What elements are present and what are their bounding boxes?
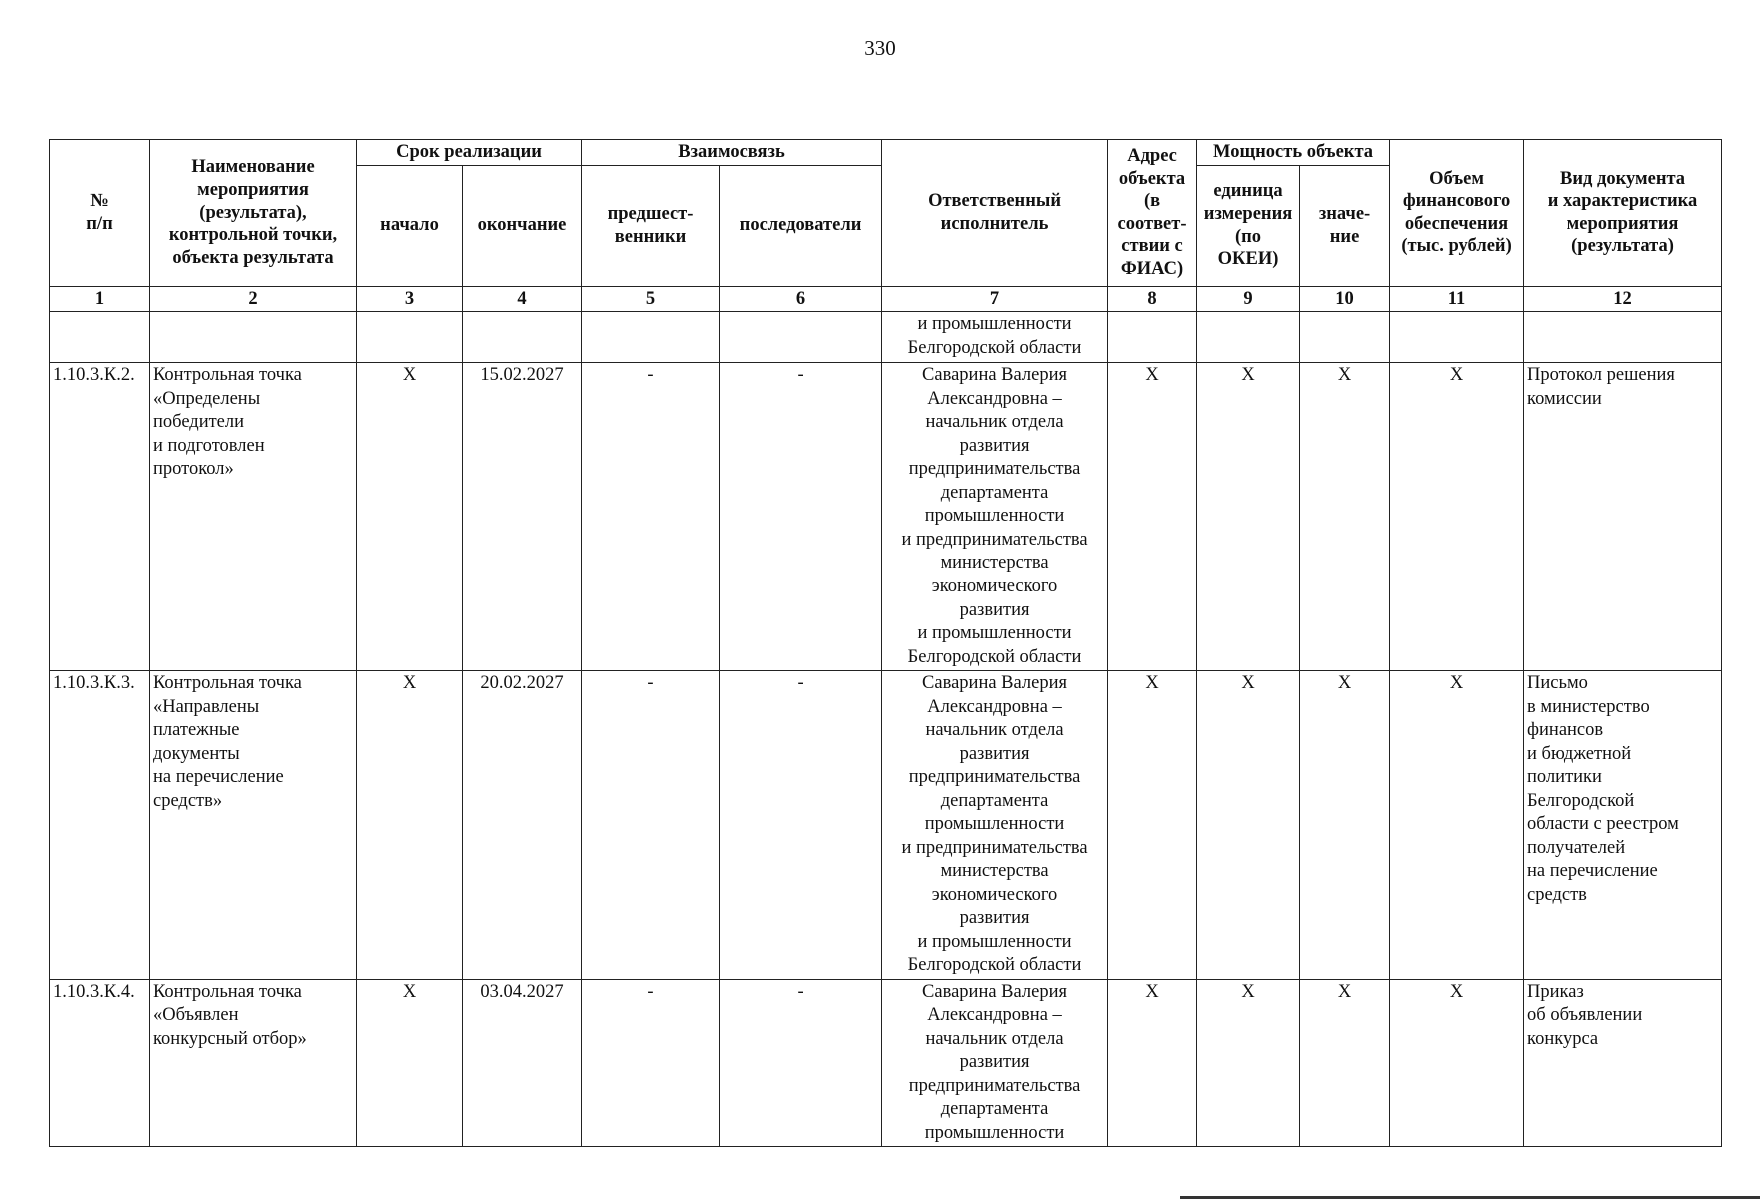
cell-responsible: Саварина Валерия Александровна – начальник отдела развития предпринимательства департамента промышленности и предпринимательства министерства экономического развития и промышленности Белгородской области bbox=[882, 671, 1108, 979]
cell-responsible: Саварина Валерия Александровна – начальник отдела развития предпринимательства департамента промышленности bbox=[882, 979, 1108, 1146]
cell-name: Контрольная точка «Объявлен конкурсный отбор» bbox=[150, 979, 357, 1146]
cell-value: X bbox=[1300, 363, 1390, 671]
cell-address: X bbox=[1108, 671, 1197, 979]
cell-responsible: Саварина Валерия Александровна – начальник отдела развития предпринимательства департамента промышленности и предпринимательства министерства экономического развития и промышленности Белгородской области bbox=[882, 363, 1108, 671]
header-responsible: Ответственный исполнитель bbox=[882, 140, 1108, 287]
header-name: Наименование мероприятия (результата), контрольной точки, объекта результата bbox=[150, 140, 357, 287]
table-header bbox=[50, 140, 1722, 312]
column-number: 1 bbox=[50, 286, 150, 312]
cell-unit: X bbox=[1197, 671, 1300, 979]
plan-table bbox=[49, 139, 1722, 1147]
cell-finance: X bbox=[1390, 363, 1524, 671]
cell-num: 1.10.3.К.2. bbox=[50, 363, 150, 671]
cell-value: X bbox=[1300, 979, 1390, 1146]
column-number: 8 bbox=[1108, 286, 1197, 312]
cell-finance: X bbox=[1390, 979, 1524, 1146]
header-address: Адрес объекта (в соответ- ствии с ФИАС) bbox=[1108, 140, 1197, 287]
column-numbers-row bbox=[50, 286, 1722, 312]
column-number: 9 bbox=[1197, 286, 1300, 312]
cell-num: 1.10.3.К.3. bbox=[50, 671, 150, 979]
header-finance: Объем финансового обеспечения (тыс. рублей) bbox=[1390, 140, 1524, 287]
column-number: 4 bbox=[463, 286, 582, 312]
table-row bbox=[50, 363, 1722, 671]
header-capacity-group: Мощность объекта bbox=[1197, 140, 1390, 166]
cell-doc-type: Приказ об объявлении конкурса bbox=[1524, 979, 1722, 1146]
cell-value: X bbox=[1300, 671, 1390, 979]
cell-num: 1.10.3.К.4. bbox=[50, 979, 150, 1146]
cell-predecessors: - bbox=[582, 979, 720, 1146]
cell-start: X bbox=[357, 979, 463, 1146]
cell-doc-type: Протокол решения комиссии bbox=[1524, 363, 1722, 671]
cell-start: X bbox=[357, 363, 463, 671]
column-number: 5 bbox=[582, 286, 720, 312]
cell-unit: X bbox=[1197, 979, 1300, 1146]
table-row-continuation bbox=[50, 312, 1722, 363]
cell-responsible: и промышленности Белгородской области bbox=[882, 312, 1108, 363]
header-value: значе- ние bbox=[1300, 165, 1390, 286]
header-end: окончание bbox=[463, 165, 582, 286]
cell-finance: X bbox=[1390, 671, 1524, 979]
cell-doc-type: Письмо в министерство финансов и бюджетной политики Белгородской области с реестром получателей на перечисление средств bbox=[1524, 671, 1722, 979]
cell-end: 03.04.2027 bbox=[463, 979, 582, 1146]
column-number: 10 bbox=[1300, 286, 1390, 312]
header-start: начало bbox=[357, 165, 463, 286]
cell-name: Контрольная точка «Направлены платежные документы на перечисление средств» bbox=[150, 671, 357, 979]
cell-name: Контрольная точка «Определены победители и подготовлен протокол» bbox=[150, 363, 357, 671]
cell-address: X bbox=[1108, 979, 1197, 1146]
header-unit: единица измерения (по ОКЕИ) bbox=[1197, 165, 1300, 286]
header-predecessors: предшест- венники bbox=[582, 165, 720, 286]
cell-address: X bbox=[1108, 363, 1197, 671]
cell-end: 15.02.2027 bbox=[463, 363, 582, 671]
cell-end: 20.02.2027 bbox=[463, 671, 582, 979]
cell-unit: X bbox=[1197, 363, 1300, 671]
cell-start: X bbox=[357, 671, 463, 979]
header-link-group: Взаимосвязь bbox=[582, 140, 882, 166]
column-number: 11 bbox=[1390, 286, 1524, 312]
cell-predecessors: - bbox=[582, 363, 720, 671]
header-successors: последователи bbox=[720, 165, 882, 286]
column-number: 3 bbox=[357, 286, 463, 312]
header-num: № п/п bbox=[50, 140, 150, 287]
header-term-group: Срок реализации bbox=[357, 140, 582, 166]
table-row bbox=[50, 979, 1722, 1146]
cell-predecessors: - bbox=[582, 671, 720, 979]
cell-successors: - bbox=[720, 979, 882, 1146]
column-number: 12 bbox=[1524, 286, 1722, 312]
cell-successors: - bbox=[720, 363, 882, 671]
cell-successors: - bbox=[720, 671, 882, 979]
column-number: 2 bbox=[150, 286, 357, 312]
scan-edge-line bbox=[1180, 1196, 1760, 1199]
table-row bbox=[50, 671, 1722, 979]
column-number: 7 bbox=[882, 286, 1108, 312]
column-number: 6 bbox=[720, 286, 882, 312]
page-number: 330 bbox=[864, 36, 896, 60]
header-doc-type: Вид документа и характеристика мероприятия (результата) bbox=[1524, 140, 1722, 287]
